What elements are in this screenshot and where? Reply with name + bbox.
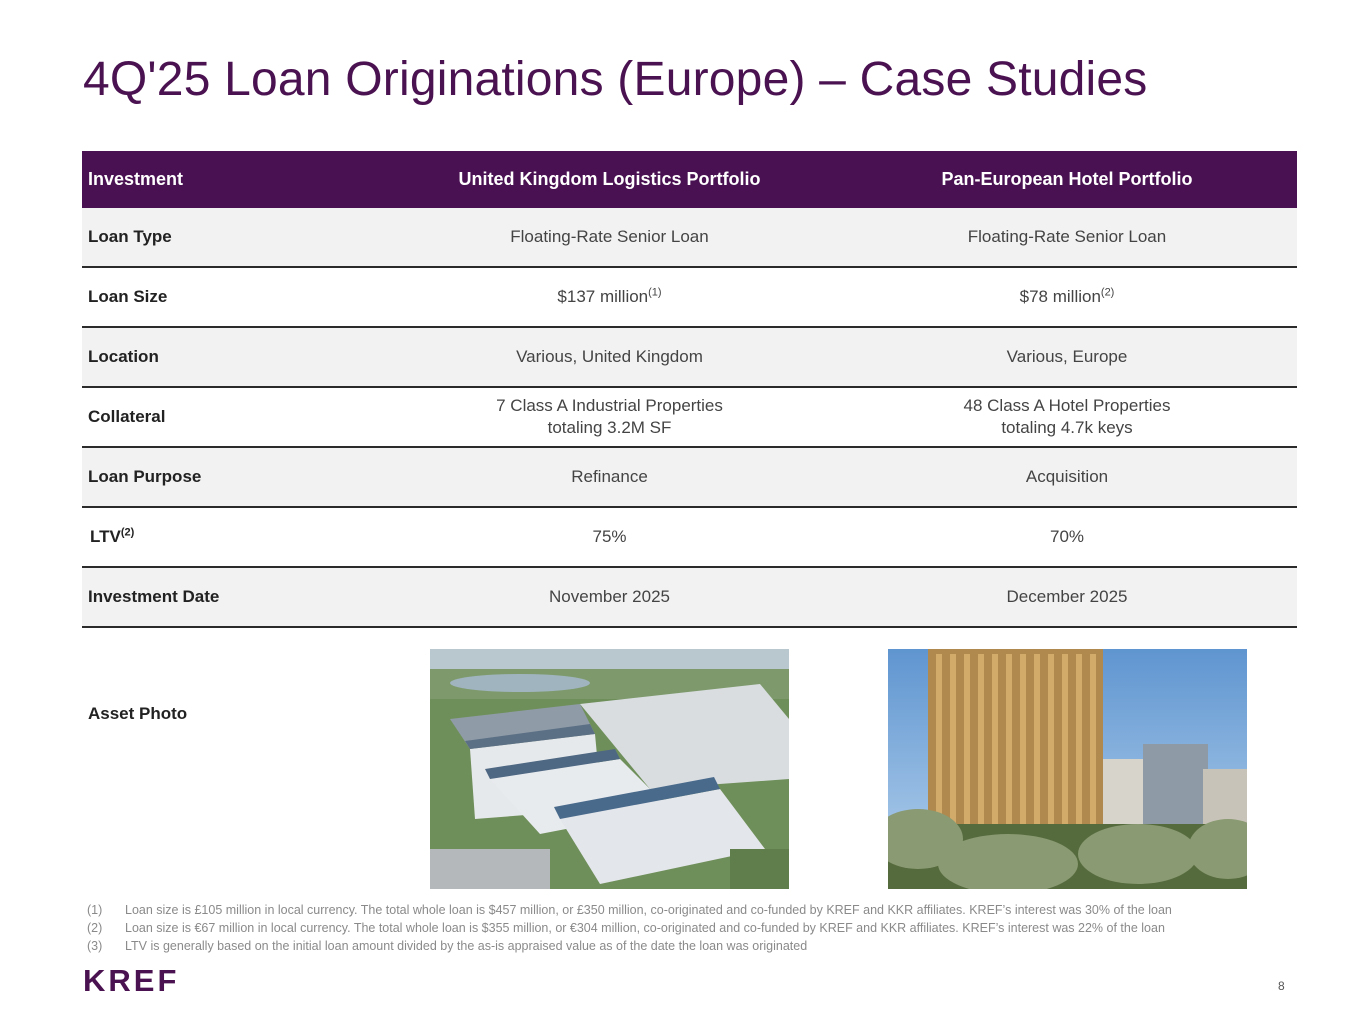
collateral-line: totaling 3.2M SF xyxy=(547,418,672,437)
cell-photo xyxy=(382,628,837,894)
row-label: Investment Date xyxy=(88,587,220,606)
table-row-loan-type xyxy=(82,208,1297,268)
table-row-loan-size xyxy=(82,268,1297,328)
cell-value xyxy=(837,287,1297,307)
row-label: Loan Size xyxy=(88,287,168,306)
cell-value: Floating-Rate Senior Loan xyxy=(967,227,1167,246)
table-row-asset-photo xyxy=(82,628,1297,892)
cell-value: Various, Europe xyxy=(1006,347,1128,366)
row-label: Loan Purpose xyxy=(88,467,202,486)
collateral-line: totaling 4.7k keys xyxy=(1001,418,1133,437)
cell-value xyxy=(382,395,837,439)
table-row-loan-purpose xyxy=(82,448,1297,508)
footnote xyxy=(87,919,1287,937)
cell-value: Various, United Kingdom xyxy=(516,347,703,366)
header-pan-european-hotel: Pan-European Hotel Portfolio xyxy=(941,169,1193,189)
footnote xyxy=(87,937,1287,955)
cell-value xyxy=(382,287,837,307)
table-header-row xyxy=(82,151,1297,208)
loan-size-value: $137 million xyxy=(557,287,649,306)
loan-size-value: $78 million xyxy=(1019,287,1101,306)
table-row-ltv xyxy=(82,508,1297,568)
footnote-number: (3) xyxy=(87,939,103,953)
footnote xyxy=(87,901,1287,919)
row-label: Loan Type xyxy=(88,227,172,246)
row-label: Location xyxy=(88,347,159,366)
cell-value: 75% xyxy=(592,527,627,546)
cell-value: Refinance xyxy=(571,467,648,486)
cell-value: December 2025 xyxy=(1006,587,1128,606)
page-title: 4Q'25 Loan Originations (Europe) – Case Studies xyxy=(83,53,1148,106)
footnote-ref: (2) xyxy=(1100,286,1115,299)
footnotes xyxy=(87,901,1287,955)
footnote-ref: (1) xyxy=(648,286,662,299)
hotel-tower-photo xyxy=(888,649,1247,889)
footnote-text: LTV is generally based on the initial loan amount divided by the as-is appraised value as of the date the loan was originated xyxy=(125,939,808,953)
footnote-number: (2) xyxy=(87,921,103,935)
collateral-line: 48 Class A Hotel Properties xyxy=(963,396,1171,415)
row-label: Asset Photo xyxy=(88,704,188,723)
cell-value xyxy=(837,395,1297,439)
page-number: 8 xyxy=(1278,979,1285,993)
table-row-location xyxy=(82,328,1297,388)
row-label xyxy=(82,527,382,547)
cell-value: Acquisition xyxy=(1025,467,1109,486)
footnote-text: Loan size is €67 million in local currency. The total whole loan is $355 million, or €304 million, co-originated and co-funded by KREF and KKR affiliates. KREF’s interest was 22% of the loan xyxy=(125,921,1165,935)
aerial-warehouse-photo xyxy=(430,649,789,889)
collateral-line: 7 Class A Industrial Properties xyxy=(496,396,723,415)
row-label: Collateral xyxy=(88,407,166,426)
footnote-number: (1) xyxy=(87,903,103,917)
header-investment: Investment xyxy=(88,169,184,189)
case-studies-table xyxy=(82,151,1297,892)
table-row-investment-date xyxy=(82,568,1297,628)
cell-photo xyxy=(837,628,1297,894)
cell-value: 70% xyxy=(1049,527,1085,546)
footnote-text: Loan size is £105 million in local currency. The total whole loan is $457 million, or £350 million, co-originated and co-funded by KREF and KKR affiliates. KREF’s interest was 30% of the loan xyxy=(125,903,1172,917)
cell-value: Floating-Rate Senior Loan xyxy=(510,227,709,246)
ltv-label: LTV xyxy=(90,527,121,546)
cell-value: November 2025 xyxy=(549,587,670,606)
kref-logo: KREF xyxy=(83,963,180,998)
footnote-ref: (2) xyxy=(120,526,135,539)
table-row-collateral xyxy=(82,388,1297,448)
header-uk-logistics: United Kingdom Logistics Portfolio xyxy=(458,169,761,189)
